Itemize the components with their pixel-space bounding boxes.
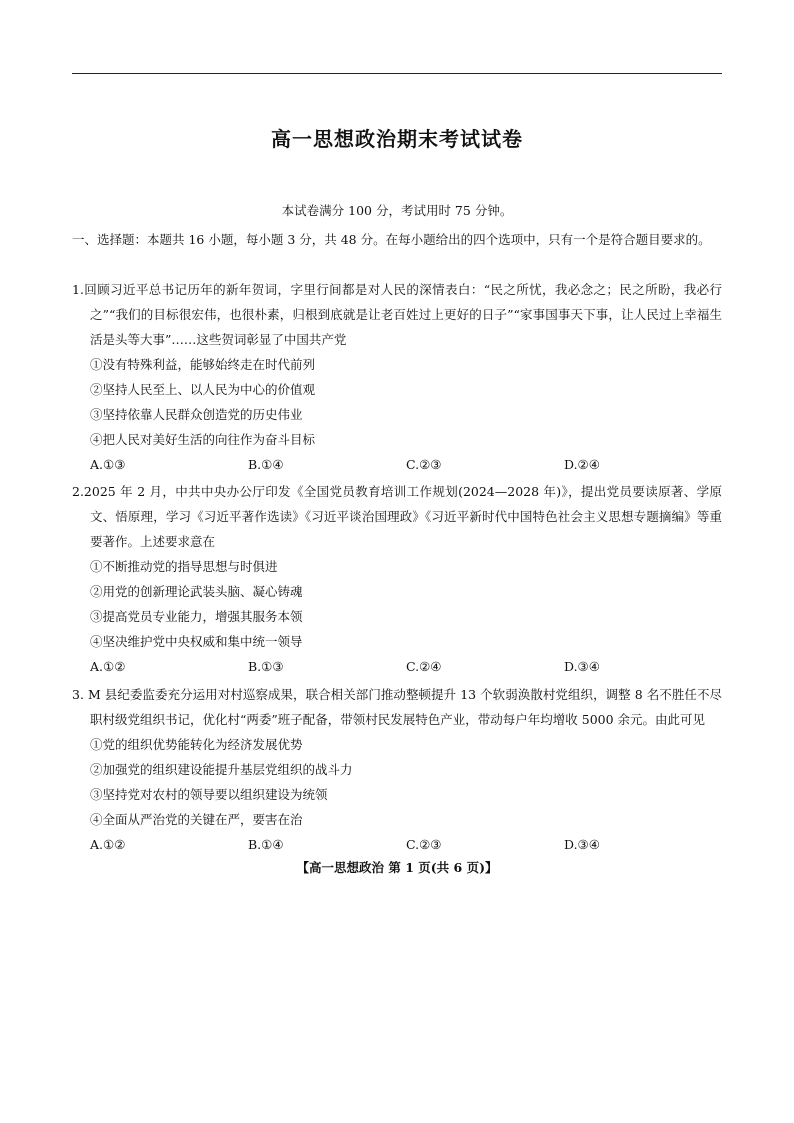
statement-2: ②用党的创新理论武装头脑、凝心铸魂: [90, 584, 303, 599]
question-1: [72, 277, 722, 477]
choice-d: D.②④: [564, 457, 600, 472]
question-stem: 2.2025 年 2 月，中共中央办公厅印发《全国党员教育培训工作规划(2024—2028 年)》，提出党员要读原著、学原文、悟原理，学习《习近平著作选读》《习近平谈治国理政》《习近平新时代中国特色社会主义思想专题摘编》等重要著作。上述要求意在: [72, 484, 722, 549]
statement-4: ④坚决维护党中央权威和集中统一领导: [90, 634, 303, 649]
question-3: [72, 682, 722, 857]
answer-choices: [72, 452, 722, 477]
page-footer: 【高一思想政治 第 1 页(共 6 页)】: [296, 860, 498, 875]
choice-b: B.①④: [248, 837, 284, 852]
choice-b: B.①③: [248, 659, 284, 674]
answer-choices: [72, 832, 722, 857]
statement-2: ②加强党的组织建设能提升基层党组织的战斗力: [90, 762, 353, 777]
choice-a: A.①②: [90, 837, 126, 852]
question-stem: 1.回顾习近平总书记历年的新年贺词，字里行间都是对人民的深情表白：“民之所忧，我必念之；民之所盼，我必行之”“我们的目标很宏伟，也很朴素，归根到底就是让老百姓过上更好的日子”“家事国事天下事，让人民过上幸福生活是头等大事”……这些贺词彰显了中国共产党: [72, 282, 722, 347]
choice-a: A.①③: [90, 457, 126, 472]
section-heading: [72, 227, 722, 252]
statement-1: ①党的组织优势能转化为经济发展优势: [90, 737, 303, 752]
header-rule: [72, 73, 722, 74]
choice-b: B.①④: [248, 457, 284, 472]
statement-3: ③坚持依靠人民群众创造党的历史伟业: [90, 407, 303, 422]
question-2: [72, 479, 722, 679]
section-1-heading: 一、选择题：本题共 16 小题，每小题 3 分，共 48 分。在每小题给出的四个选项中，只有一个是符合题目要求的。: [72, 232, 711, 247]
choice-d: D.③④: [564, 659, 600, 674]
statement-3: ③提高党员专业能力，增强其服务本领: [90, 609, 303, 624]
choice-c: C.②③: [406, 837, 442, 852]
page-title: 高一思想政治期末考试试卷: [271, 127, 523, 151]
statement-1: ①不断推动党的指导思想与时俱进: [90, 559, 278, 574]
statement-3: ③坚持党对农村的领导要以组织建设为统领: [90, 787, 328, 802]
statement-4: ④全面从严治党的关键在严，要害在治: [90, 812, 303, 827]
choice-c: C.②③: [406, 457, 442, 472]
statement-1: ①没有特殊利益，能够始终走在时代前列: [90, 357, 316, 372]
statement-2: ②坚持人民至上、以人民为中心的价值观: [90, 382, 316, 397]
answer-choices: [72, 654, 722, 679]
choice-d: D.③④: [564, 837, 600, 852]
statement-4: ④把人民对美好生活的向往作为奋斗目标: [90, 432, 316, 447]
question-stem: 3. M 县纪委监委充分运用对村巡察成果，联合相关部门推动整顿提升 13 个软弱涣散村党组织，调整 8 名不胜任不尽职村级党组织书记，优化村“两委”班子配备，带领村民发展特色产业，带动每户年均增收 5000 余元。由此可见: [72, 687, 722, 727]
exam-instructions: 本试卷满分 100 分，考试用时 75 分钟。: [281, 203, 513, 218]
choice-c: C.②④: [406, 659, 442, 674]
choice-a: A.①②: [90, 659, 126, 674]
